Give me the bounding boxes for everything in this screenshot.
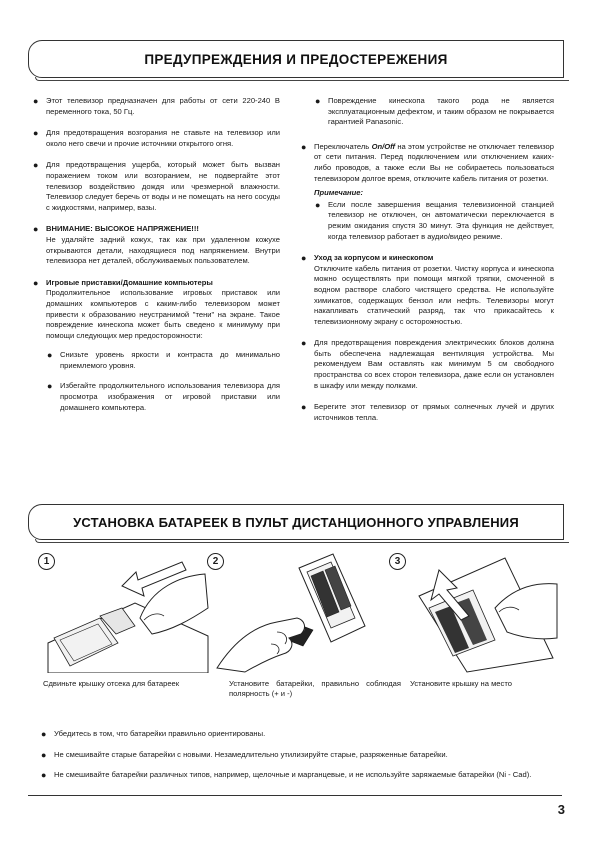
bullet-icon: ●	[315, 199, 321, 210]
list-item: ● Игровые приставки/Домашние компьютеры Продолжительное использование игровых приставок или домашних компьютеров с каким-либо телевизором может привести к образованию неустранимой "тени" на экране. Такое повреждение кинескопа может быть сведено к минимуму при помощи следующих мер предосторожности: ● Снизьте уровень яркости и контраста до минимально приемлемого уровня. ● Избегайте продолжительного использования телевизора для просмотра изображения от игровой приставки или домашнего компьютера.	[33, 277, 280, 412]
bullet-icon: ●	[33, 128, 39, 139]
bullet-icon: ●	[301, 402, 307, 413]
step-caption: Установите батарейки, правильно соблюдая полярность (+ и -)	[229, 679, 401, 698]
sub-list-item: ● Повреждение кинескопа такого рода не является эксплуатационным дефектом, и таким образом не покрывается гарантией Panasonic.	[315, 96, 554, 127]
sub-list-item: ● Избегайте продолжительного использования телевизора для просмотра изображения от игровой приставки или домашнего компьютера.	[47, 381, 280, 412]
remote-slide-cover-illustration	[40, 548, 210, 673]
page-number: 3	[557, 802, 565, 817]
step-number: 1	[38, 553, 55, 570]
list-item: ● Уход за корпусом и кинескопом Отключите кабель питания от розетки. Чистку корпуса и кинескопа можно осуществлять при помощи мягкой тряпки, смоченной в водном растворе слабого чистящего средства. Не используйте химикатов, содержащих бензол или нефть. Телевизоры могут накапливать статический разряд, так что прикасайтесь к телевизионному экрану с осторожностью.	[301, 253, 554, 326]
list-item: ● Для предотвращения возгорания не ставьте на телевизор или около него свечи и прочие источники открытого огня.	[33, 128, 280, 148]
battery-notes-list	[40, 729, 560, 791]
step-number: 3	[389, 553, 406, 570]
bullet-icon: ●	[41, 729, 47, 739]
bullet-icon: ●	[301, 141, 307, 152]
step-number: 2	[207, 553, 224, 570]
bullet-icon: ●	[301, 253, 307, 264]
left-column	[32, 96, 280, 424]
list-item: ● Не смешивайте старые батарейки с новыми. Незамедлительно утилизируйте старые, разряженные батарейки.	[41, 749, 448, 760]
bullet-icon: ●	[41, 770, 47, 781]
list-item: ● Для предотвращения ущерба, который может быть вызван поражением током или возгоранием, не подвергайте этот телевизор воздействию дождя или чрезмерной влажности. Телевизор следует беречь от воды и не помещать на него сосуды с жидкостями, например, вазы.	[33, 160, 280, 212]
list-item: ● Для предотвращения повреждения электрических блоков должна быть обеспечена надлежащая вентиляция устройства. Мы рекомендуем Вам оставлять как минимум 5 см свободного пространства со всех сторон телевизора, даже если он установлен в шкафу или между полками.	[301, 338, 554, 390]
bullet-icon: ●	[33, 160, 39, 171]
bullet-icon: ●	[33, 224, 39, 235]
section-header-batteries	[28, 504, 564, 540]
note-title: Примечание:	[314, 188, 364, 198]
section-title: ПРЕДУПРЕЖДЕНИЯ И ПРЕДОСТЕРЕЖЕНИЯ	[144, 52, 448, 67]
bullet-icon: ●	[301, 338, 307, 349]
list-item: ● Не смешивайте батарейки различных типов, например, щелочные и марганцевые, и не используйте заряжаемые батарейки (Ni - Cad).	[41, 770, 532, 781]
bullet-icon: ●	[41, 749, 47, 760]
list-item: ● Этот телевизор предназначен для работы от сети 220-240 В переменного тока, 50 Гц.	[33, 96, 280, 116]
sub-list-item: ● Снизьте уровень яркости и контраста до минимально приемлемого уровня.	[47, 350, 280, 370]
list-item: ● Переключатель On/Off на этом устройстве не отключает телевизор от сети питания. Перед подключением или отключением каких-либо проводов, а также если Вы не собираетесь пользоваться телевизором долгое время, отключите кабель питания от розетки. Примечание: ● Если после завершения вещания телевизионной станцией телевизор не отключен, он автоматически переключается в режим ожидания спустя 30 минут. Эта функция не действует, когда телевизор работает в аудио/видео режиме.	[301, 141, 554, 241]
bullet-icon: ●	[33, 96, 39, 106]
sub-list-item: ● Если после завершения вещания телевизионной станцией телевизор не отключен, он автоматически переключается в режим ожидания спустя 30 минут. Эта функция не действует, когда телевизор работает в аудио/видео режиме.	[315, 199, 554, 241]
bullet-icon: ●	[33, 277, 39, 288]
bullet-icon: ●	[315, 96, 321, 106]
bullet-icon: ●	[47, 350, 53, 361]
bullet-icon: ●	[47, 381, 53, 392]
list-item: ● Убедитесь в том, что батарейки правильно ориентированы.	[41, 729, 266, 739]
step-caption: Установите крышку на место	[410, 679, 512, 688]
right-column	[300, 96, 554, 434]
list-item: ● Берегите этот телевизор от прямых солнечных лучей и других источников тепла.	[301, 402, 554, 422]
section-header-warnings	[28, 40, 564, 78]
step-caption: Сдвиньте крышку отсека для батареек	[43, 679, 180, 688]
remote-replace-cover-illustration	[395, 548, 560, 673]
footer-rule	[28, 795, 562, 796]
remote-insert-batteries-illustration	[215, 548, 387, 673]
section-title: УСТАНОВКА БАТАРЕЕК В ПУЛЬТ ДИСТАНЦИОННОГО УПРАВЛЕНИЯ	[73, 515, 519, 530]
list-item: ● ВНИМАНИЕ: ВЫСОКОЕ НАПРЯЖЕНИЕ!!! Не удаляйте задний кожух, так как при удаленном кожухе открываются детали, находящиеся под напряжением. Внутри телевизора нет деталей, обслуживаемых пользователем.	[33, 224, 280, 266]
